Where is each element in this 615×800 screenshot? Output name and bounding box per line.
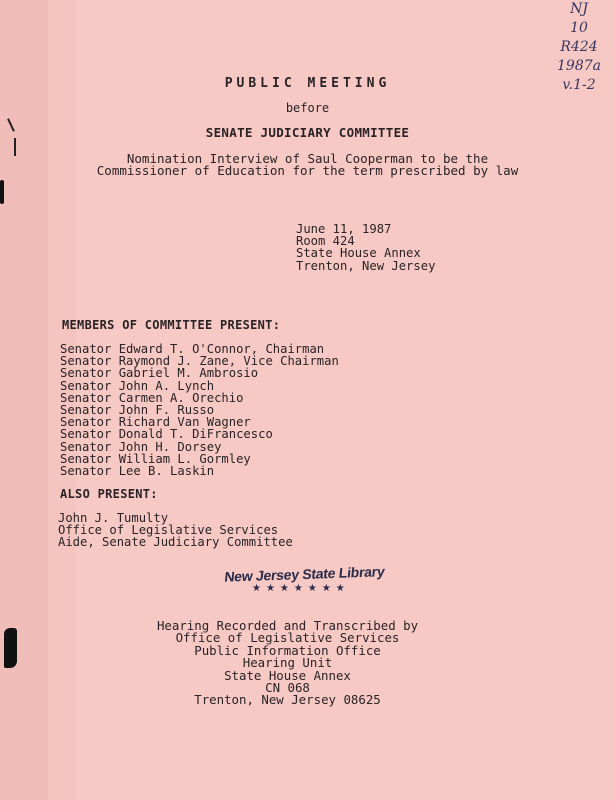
member-item: Senator Donald T. DiFrancesco: [60, 427, 273, 442]
member-item: Senator Raymond J. Zane, Vice Chairman: [60, 354, 339, 369]
footer-line: Hearing Unit: [242, 655, 333, 671]
member-item: Senator John F. Russo: [60, 403, 215, 418]
call-number-line: 1987a: [557, 58, 601, 74]
member-item: Senator John H. Dorsey: [60, 439, 222, 454]
member-item: Senator Gabriel M. Ambrosio: [60, 366, 259, 381]
library-stamp: New Jersey State Library: [223, 563, 386, 585]
members-heading: MEMBERS OF COMMITTEE PRESENT:: [62, 318, 281, 332]
footer-line: CN 068: [265, 680, 310, 696]
call-number-line: NJ: [570, 1, 588, 17]
footer-line: Office of Legislative Services: [175, 630, 400, 646]
staff-item: John J. Tumulty: [58, 511, 169, 525]
committee-name: SENATE JUDICIARY COMMITTEE: [205, 125, 410, 140]
member-item: Senator John A. Lynch: [60, 378, 215, 393]
member-item: Senator Edward T. O'Connor, Chairman: [60, 342, 325, 356]
member-item: Senator Lee B. Laskin: [60, 464, 215, 479]
member-item: Senator William L. Gormley: [60, 451, 251, 466]
footer-line: Trenton, New Jersey 08625: [194, 692, 381, 708]
meeting-room: Room 424: [296, 234, 355, 249]
footer-line: Hearing Recorded and Transcribed by: [156, 618, 419, 633]
call-number-line: R424: [560, 39, 598, 55]
also-present-heading: ALSO PRESENT:: [60, 487, 158, 501]
staff-item: Aide, Senate Judiciary Committee: [58, 535, 293, 550]
library-stamp-stars: ★★★★★★★: [252, 583, 350, 594]
scan-edge-mark: [0, 180, 4, 204]
footer-line: State House Annex: [224, 667, 351, 683]
subject-line-1: Nomination Interview of Saul Cooperman to be the: [126, 151, 489, 166]
also-present-list: [58, 512, 293, 549]
subject-line-2: Commissioner of Education for the term prescribed by law: [96, 163, 519, 178]
staff-item: Office of Legislative Services: [58, 523, 279, 538]
before-label: before: [285, 101, 330, 115]
transcription-footer: [0, 620, 575, 707]
meeting-city: Trenton, New Jersey: [296, 258, 436, 273]
member-item: Senator Richard Van Wagner: [60, 415, 251, 430]
meeting-info: [296, 223, 435, 272]
meeting-building: State House Annex: [296, 246, 421, 261]
call-number-line: v.1-2: [562, 77, 596, 93]
meeting-date: June 11, 1987: [296, 222, 392, 236]
footer-line: Public Information Office: [194, 642, 381, 658]
document-title: PUBLIC MEETING: [224, 76, 391, 91]
member-item: Senator Carmen A. Orechio: [60, 390, 244, 405]
call-number-line: 10: [570, 20, 588, 36]
members-list: [60, 343, 339, 477]
